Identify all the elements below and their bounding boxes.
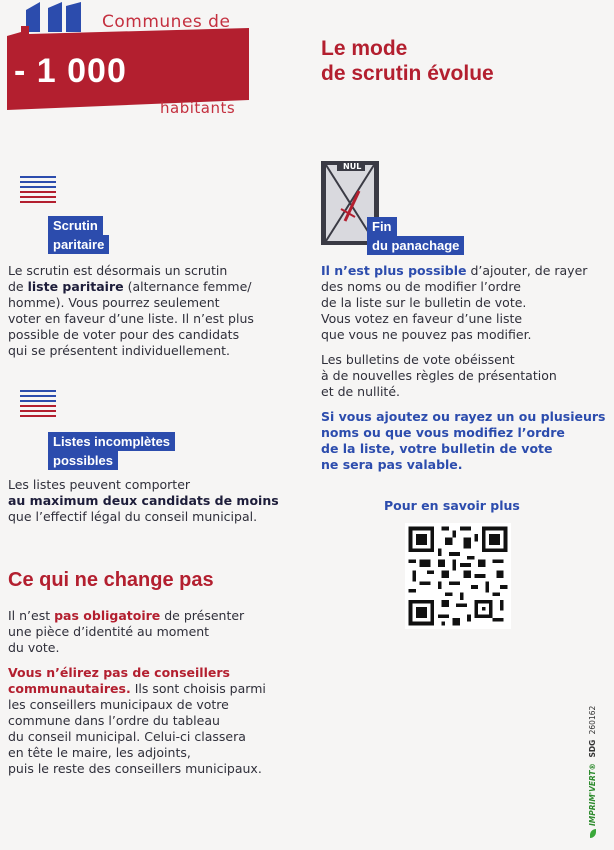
tag-line: Scrutin — [48, 216, 103, 235]
listes-incompletes-text — [8, 477, 298, 525]
text-line: du conseil municipal. Celui-ci classera — [8, 729, 246, 744]
title-line-1: Le mode — [321, 37, 408, 60]
text-line: au maximum deux candidats de moins — [8, 493, 279, 508]
unchanged-text — [8, 608, 298, 777]
listes-incompletes-tag — [48, 432, 175, 470]
text-line: une pièce d’identité au moment — [8, 624, 210, 639]
text-line: communautaires. Ils sont choisis parmi — [8, 681, 266, 696]
text-line: Les listes peuvent comporter — [8, 477, 191, 492]
striped-flag-icon — [20, 176, 56, 206]
imprim-vert-label: IMPRIM'VERT® — [588, 762, 597, 826]
text-line: Il n’est pas obligatoire de présenter — [8, 608, 245, 623]
leaf-icon — [590, 829, 596, 838]
text-line: Vous n’élirez pas de conseillers — [8, 665, 230, 680]
ballot-label: NUL — [343, 162, 362, 171]
text-line: de liste paritaire (alternance femme/ — [8, 279, 252, 294]
text-line: que vous ne pouvez pas modifier. — [321, 327, 532, 342]
text-line: du vote. — [8, 640, 60, 655]
imprint — [588, 706, 597, 838]
text-line: noms ou que vous modifiez l’ordre — [321, 425, 565, 440]
population-threshold: - 1 000 — [14, 52, 127, 90]
tag-line: possibles — [48, 451, 118, 470]
habitants-label: habitants — [160, 99, 236, 117]
text-line: en tête le maire, les adjoints, — [8, 745, 191, 760]
text-line: qui se présentent individuellement. — [8, 343, 231, 358]
print-code: 260162 — [588, 705, 597, 735]
fin-panachage-tag — [367, 217, 464, 255]
text-line: à de nouvelles règles de présentation — [321, 368, 557, 383]
text-line: que l’effectif légal du conseil municipal. — [8, 509, 258, 524]
text-line: possible de voter pour des candidats — [8, 327, 240, 342]
scrutin-paritaire-text — [8, 263, 288, 359]
text-line: les conseillers municipaux de votre — [8, 697, 229, 712]
text-line: des noms ou de modifier l’ordre — [321, 279, 521, 294]
text-line: de la liste sur le bulletin de vote. — [321, 295, 527, 310]
text-line: Les bulletins de vote obéissent — [321, 352, 515, 367]
qr-code[interactable] — [405, 523, 511, 629]
text-line: homme). Vous pourrez seulement — [8, 295, 220, 310]
sdg-label: SDG — [588, 739, 597, 758]
text-line: Si vous ajoutez ou rayez un ou plusieurs — [321, 409, 606, 424]
text-line: commune dans l’ordre du tableau — [8, 713, 220, 728]
text-line: puis le reste des conseillers municipaux. — [8, 761, 262, 776]
tag-line: paritaire — [48, 235, 109, 254]
text-line: Vous votez en faveur d’une liste — [321, 311, 523, 326]
learn-more-label: Pour en savoir plus — [384, 498, 520, 513]
text-line: Il n’est plus possible d’ajouter, de rayer — [321, 263, 588, 278]
page-title — [321, 36, 494, 86]
tag-line: Fin — [367, 217, 397, 236]
scrutin-paritaire-tag — [48, 216, 109, 254]
section-title: Ce qui ne change pas — [8, 569, 214, 591]
communes-label: Communes de — [102, 12, 231, 32]
striped-flag-icon — [20, 390, 56, 420]
tag-line: Listes incomplètes — [48, 432, 175, 451]
title-line-2: de scrutin évolue — [321, 62, 494, 85]
tag-line: du panachage — [367, 236, 464, 255]
panachage-text — [321, 263, 606, 473]
text-line: voter en faveur d’une liste. Il n’est plus — [8, 311, 254, 326]
text-line: ne sera pas valable. — [321, 457, 463, 472]
text-line: de la liste, votre bulletin de vote — [321, 441, 553, 456]
text-line: et de nullité. — [321, 384, 400, 399]
text-line: Le scrutin est désormais un scrutin — [8, 263, 228, 278]
